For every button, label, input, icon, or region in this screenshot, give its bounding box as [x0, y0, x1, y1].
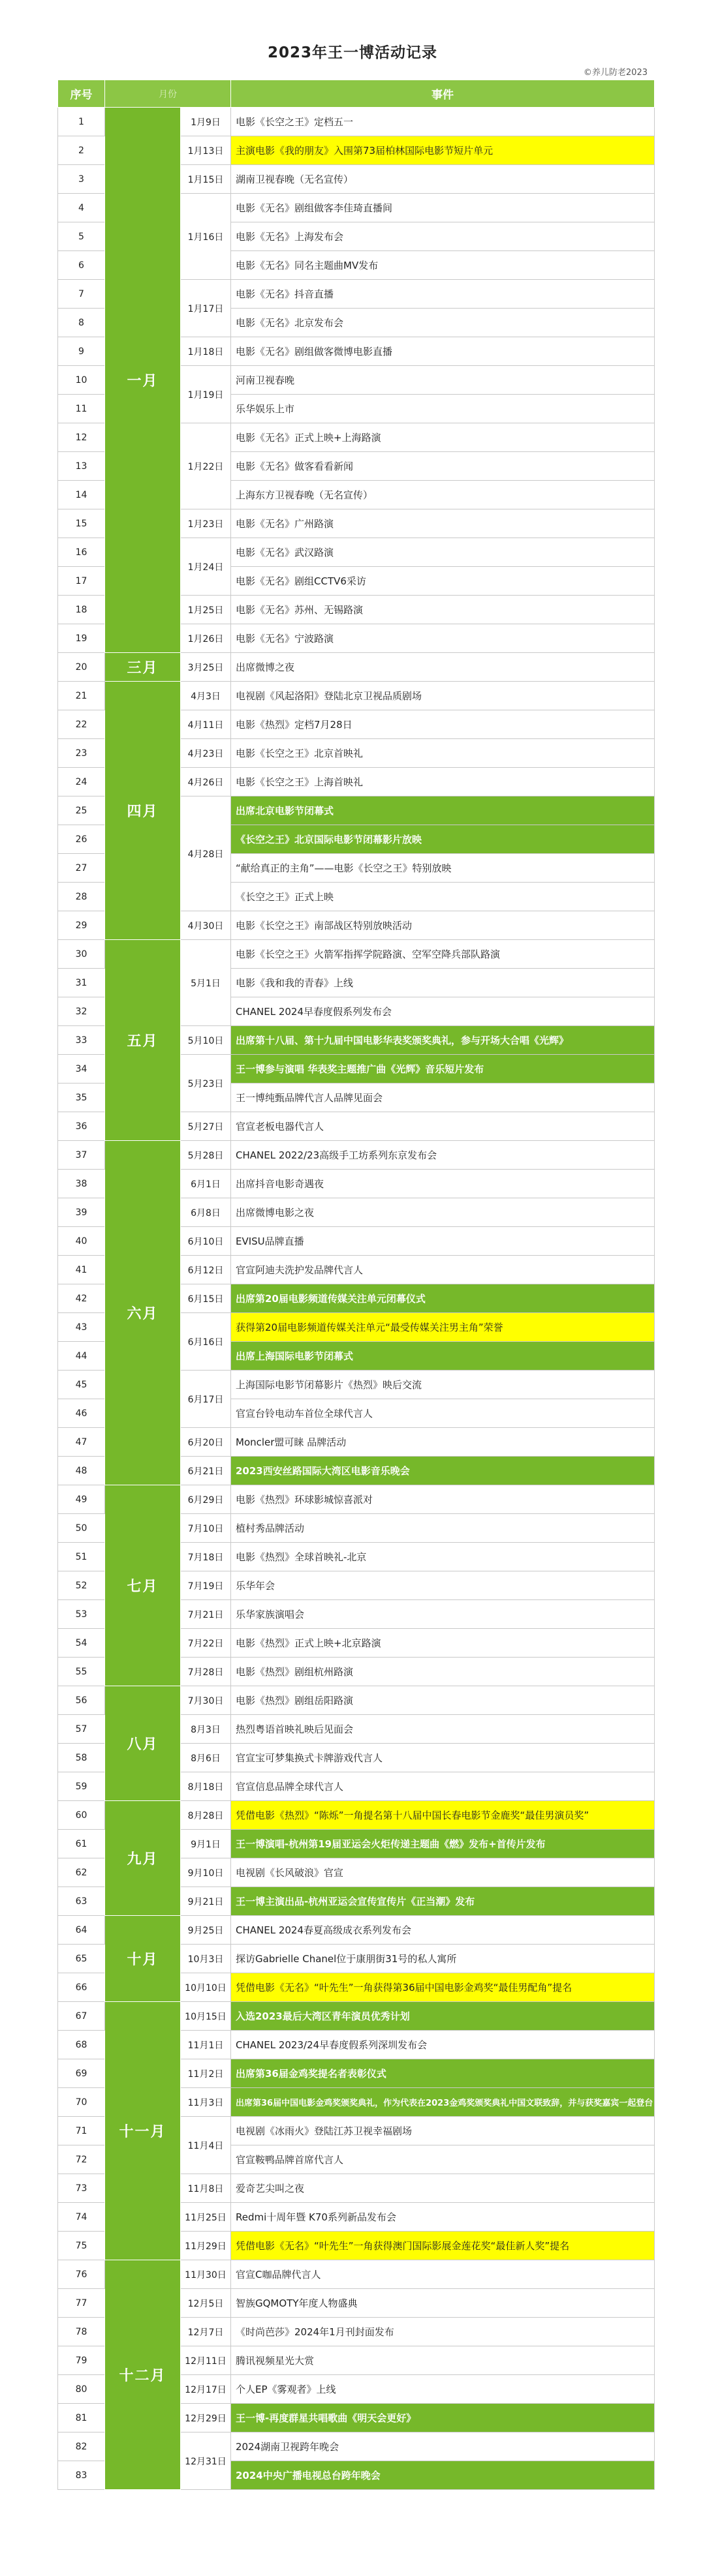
month-cell: 八月 [105, 1686, 181, 1801]
row-number: 41 [58, 1256, 105, 1284]
row-number: 56 [58, 1686, 105, 1715]
month-cell: 三月 [105, 653, 181, 682]
month-cell: 五月 [105, 940, 181, 1141]
date-cell: 10月3日 [181, 1945, 231, 1973]
row-number: 66 [58, 1973, 105, 2002]
event-cell: 2024湖南卫视跨年晚会 [231, 2432, 655, 2461]
row-number: 52 [58, 1571, 105, 1600]
event-cell: 乐华娱乐上市 [231, 395, 655, 423]
row-number: 9 [58, 337, 105, 366]
event-cell: 出席第20届电影频道传媒关注单元闭幕仪式 [231, 1284, 655, 1313]
row-number: 58 [58, 1744, 105, 1772]
event-cell: 电影《热烈》环球影城惊喜派对 [231, 1485, 655, 1514]
row-number: 22 [58, 710, 105, 739]
date-cell: 6月29日 [181, 1485, 231, 1514]
event-cell: 主演电影《我的朋友》入围第73届柏林国际电影节短片单元 [231, 136, 655, 165]
event-cell: CHANEL 2022/23高级手工坊系列东京发布会 [231, 1141, 655, 1170]
date-cell: 6月10日 [181, 1227, 231, 1256]
event-cell: 植村秀品牌活动 [231, 1514, 655, 1543]
row-number: 16 [58, 538, 105, 567]
date-cell: 9月1日 [181, 1830, 231, 1858]
event-cell: 凭借电影《热烈》“陈烁”一角提名第十八届中国长春电影节金鹿奖“最佳男演员奖” [231, 1801, 655, 1830]
date-cell: 7月10日 [181, 1514, 231, 1543]
event-cell: 官宣宝可梦集换式卡牌游戏代言人 [231, 1744, 655, 1772]
date-cell: 8月3日 [181, 1715, 231, 1744]
event-cell: “献给真正的主角”——电影《长空之王》特别放映 [231, 854, 655, 883]
date-cell: 10月10日 [181, 1973, 231, 2002]
row-number: 61 [58, 1830, 105, 1858]
date-cell: 11月29日 [181, 2232, 231, 2260]
event-cell: 出席微博电影之夜 [231, 1198, 655, 1227]
date-cell: 1月25日 [181, 596, 231, 624]
row-number: 59 [58, 1772, 105, 1801]
date-cell: 6月20日 [181, 1428, 231, 1457]
date-cell: 1月16日 [181, 194, 231, 280]
event-cell: 王一博演唱-杭州第19届亚运会火炬传递主题曲《燃》发布+首传片发布 [231, 1830, 655, 1858]
event-cell: 电影《无名》广州路演 [231, 509, 655, 538]
date-cell: 7月18日 [181, 1543, 231, 1571]
table-header-row [58, 80, 655, 108]
event-cell: 出席北京电影节闭幕式 [231, 796, 655, 825]
row-number: 45 [58, 1371, 105, 1399]
date-cell: 7月21日 [181, 1600, 231, 1629]
date-cell: 5月23日 [181, 1055, 231, 1112]
date-cell: 6月17日 [181, 1371, 231, 1428]
row-number: 12 [58, 423, 105, 452]
row-number: 8 [58, 309, 105, 337]
row-number: 44 [58, 1342, 105, 1371]
event-cell: 电影《热烈》定档7月28日 [231, 710, 655, 739]
row-number: 23 [58, 739, 105, 768]
table-row [58, 1801, 655, 1830]
event-cell: 2024中央广播电视总台跨年晚会 [231, 2461, 655, 2490]
event-cell: 电影《无名》苏州、无锡路演 [231, 596, 655, 624]
page-title: 2023年王一博活动记录 [267, 44, 437, 61]
row-number: 51 [58, 1543, 105, 1571]
row-number: 2 [58, 136, 105, 165]
event-cell: 湖南卫视春晚（无名宣传） [231, 165, 655, 194]
date-cell: 1月19日 [181, 366, 231, 423]
event-cell: CHANEL 2024春夏高级成衣系列发布会 [231, 1916, 655, 1945]
row-number: 1 [58, 108, 105, 136]
event-cell: 官宣C咖品牌代言人 [231, 2260, 655, 2289]
event-cell: 电影《无名》上海发布会 [231, 222, 655, 251]
row-number: 43 [58, 1313, 105, 1342]
row-number: 11 [58, 395, 105, 423]
date-cell: 7月22日 [181, 1629, 231, 1658]
date-cell: 4月28日 [181, 796, 231, 911]
date-cell: 11月1日 [181, 2031, 231, 2059]
event-cell: 《长空之王》北京国际电影节闭幕影片放映 [231, 825, 655, 854]
date-cell: 6月21日 [181, 1457, 231, 1485]
row-number: 63 [58, 1887, 105, 1916]
row-number: 3 [58, 165, 105, 194]
row-number: 64 [58, 1916, 105, 1945]
row-number: 54 [58, 1629, 105, 1658]
row-number: 65 [58, 1945, 105, 1973]
table-row [58, 1916, 655, 1945]
event-cell: 上海国际电影节闭幕影片《热烈》映后交流 [231, 1371, 655, 1399]
date-cell: 5月10日 [181, 1026, 231, 1055]
event-cell: 电影《热烈》剧组杭州路演 [231, 1658, 655, 1686]
row-number: 28 [58, 883, 105, 911]
date-cell: 8月6日 [181, 1744, 231, 1772]
event-cell: Moncler盟可睐 品牌活动 [231, 1428, 655, 1457]
table-row [58, 1141, 655, 1170]
event-cell: CHANEL 2024早春度假系列发布会 [231, 997, 655, 1026]
row-number: 67 [58, 2002, 105, 2031]
row-number: 81 [58, 2404, 105, 2432]
date-cell: 6月15日 [181, 1284, 231, 1313]
event-cell: 官宣鞍鸭品牌首席代言人 [231, 2145, 655, 2174]
table-row [58, 2002, 655, 2031]
row-number: 75 [58, 2232, 105, 2260]
event-cell: 电影《无名》同名主题曲MV发布 [231, 251, 655, 280]
row-number: 33 [58, 1026, 105, 1055]
event-cell: 凭借电影《无名》“叶先生”一角获得第36届中国电影金鸡奖“最佳男配角”提名 [231, 1973, 655, 2002]
event-cell: 电影《无名》武汉路演 [231, 538, 655, 567]
date-cell: 10月15日 [181, 2002, 231, 2031]
row-number: 37 [58, 1141, 105, 1170]
event-cell: 电影《无名》剧组做客微博电影直播 [231, 337, 655, 366]
event-cell: 出席第36届中国电影金鸡奖颁奖典礼，作为代表在2023金鸡奖颁奖典礼中国文联致辞，并与获奖嘉宾一起登台 [231, 2088, 655, 2117]
date-cell: 12月31日 [181, 2432, 231, 2490]
activity-table [57, 80, 655, 2490]
event-cell: Redmi十周年暨 K70系列新品发布会 [231, 2203, 655, 2232]
event-cell: 腾讯视频星光大赏 [231, 2346, 655, 2375]
date-cell: 12月7日 [181, 2318, 231, 2346]
event-cell: 出席抖音电影奇遇夜 [231, 1170, 655, 1198]
event-cell: 2023西安丝路国际大湾区电影音乐晚会 [231, 1457, 655, 1485]
event-cell: 河南卫视春晚 [231, 366, 655, 395]
table-row [58, 940, 655, 969]
month-cell: 十二月 [105, 2260, 181, 2490]
row-number: 17 [58, 567, 105, 596]
event-cell: 王一博参与演唱 华表奖主题推广曲《光辉》音乐短片发布 [231, 1055, 655, 1083]
row-number: 13 [58, 452, 105, 481]
date-cell: 1月15日 [181, 165, 231, 194]
event-cell: 《长空之王》正式上映 [231, 883, 655, 911]
date-cell: 11月3日 [181, 2088, 231, 2117]
row-number: 79 [58, 2346, 105, 2375]
row-number: 49 [58, 1485, 105, 1514]
date-cell: 6月16日 [181, 1313, 231, 1371]
event-cell: 电视剧《长风破浪》官宣 [231, 1858, 655, 1887]
row-number: 76 [58, 2260, 105, 2289]
row-number: 4 [58, 194, 105, 222]
month-cell: 六月 [105, 1141, 181, 1485]
date-cell: 7月19日 [181, 1571, 231, 1600]
table-row [58, 108, 655, 136]
date-cell: 7月28日 [181, 1658, 231, 1686]
date-cell: 12月29日 [181, 2404, 231, 2432]
date-cell: 5月27日 [181, 1112, 231, 1141]
row-number: 7 [58, 280, 105, 309]
event-cell: 电影《长空之王》定档五一 [231, 108, 655, 136]
row-number: 38 [58, 1170, 105, 1198]
header-month: 月份 [105, 80, 231, 108]
month-cell: 七月 [105, 1485, 181, 1686]
month-cell: 十月 [105, 1916, 181, 2002]
row-number: 80 [58, 2375, 105, 2404]
credit-watermark: ©养儿防老2023 [583, 68, 648, 78]
date-cell: 1月26日 [181, 624, 231, 653]
month-cell: 十一月 [105, 2002, 181, 2260]
date-cell: 12月5日 [181, 2289, 231, 2318]
date-cell: 12月17日 [181, 2375, 231, 2404]
event-cell: 电影《无名》做客看看新闻 [231, 452, 655, 481]
event-cell: 王一博-再度群星共唱歌曲《明天会更好》 [231, 2404, 655, 2432]
header-no: 序号 [58, 80, 105, 108]
event-cell: 电影《热烈》正式上映+北京路演 [231, 1629, 655, 1658]
row-number: 69 [58, 2059, 105, 2088]
row-number: 5 [58, 222, 105, 251]
row-number: 35 [58, 1083, 105, 1112]
event-cell: 电影《无名》剧组做客李佳琦直播间 [231, 194, 655, 222]
table-row [58, 653, 655, 682]
date-cell: 1月24日 [181, 538, 231, 596]
event-cell: 乐华年会 [231, 1571, 655, 1600]
date-cell: 9月25日 [181, 1916, 231, 1945]
row-number: 29 [58, 911, 105, 940]
event-cell: 电视剧《风起洛阳》登陆北京卫视品质剧场 [231, 682, 655, 710]
month-cell: 四月 [105, 682, 181, 940]
date-cell: 1月18日 [181, 337, 231, 366]
event-cell: 爱奇艺尖叫之夜 [231, 2174, 655, 2203]
event-cell: 电影《长空之王》上海首映礼 [231, 768, 655, 796]
row-number: 83 [58, 2461, 105, 2490]
date-cell: 1月17日 [181, 280, 231, 337]
row-number: 60 [58, 1801, 105, 1830]
event-cell: 王一博主演出品-杭州亚运会宣传宣传片《正当潮》发布 [231, 1887, 655, 1916]
row-number: 18 [58, 596, 105, 624]
date-cell: 11月2日 [181, 2059, 231, 2088]
row-number: 47 [58, 1428, 105, 1457]
date-cell: 8月18日 [181, 1772, 231, 1801]
row-number: 19 [58, 624, 105, 653]
event-cell: 凭借电影《无名》“叶先生”一角获得澳门国际影展金莲花奖“最佳新人奖”提名 [231, 2232, 655, 2260]
date-cell: 3月25日 [181, 653, 231, 682]
event-cell: 电影《无名》抖音直播 [231, 280, 655, 309]
date-cell: 4月26日 [181, 768, 231, 796]
row-number: 71 [58, 2117, 105, 2145]
row-number: 50 [58, 1514, 105, 1543]
month-cell: 一月 [105, 108, 181, 653]
row-number: 30 [58, 940, 105, 969]
table-row [58, 2260, 655, 2289]
event-cell: 热烈粤语首映礼映后见面会 [231, 1715, 655, 1744]
event-cell: 电影《无名》北京发布会 [231, 309, 655, 337]
row-number: 73 [58, 2174, 105, 2203]
table-body [58, 108, 655, 2490]
event-cell: 探访Gabrielle Chanel位于康朋街31号的私人寓所 [231, 1945, 655, 1973]
event-cell: 获得第20届电影频道传媒关注单元“最受传媒关注男主角”荣誉 [231, 1313, 655, 1342]
date-cell: 5月28日 [181, 1141, 231, 1170]
table-row [58, 1485, 655, 1514]
row-number: 10 [58, 366, 105, 395]
event-cell: 电影《无名》宁波路演 [231, 624, 655, 653]
row-number: 78 [58, 2318, 105, 2346]
event-cell: 电影《热烈》全球首映礼-北京 [231, 1543, 655, 1571]
date-cell: 5月1日 [181, 940, 231, 1026]
date-cell: 11月8日 [181, 2174, 231, 2203]
event-cell: EVISU品牌直播 [231, 1227, 655, 1256]
event-cell: 个人EP《雾观者》上线 [231, 2375, 655, 2404]
row-number: 39 [58, 1198, 105, 1227]
row-number: 31 [58, 969, 105, 997]
event-cell: 出席第36届金鸡奖提名者表彰仪式 [231, 2059, 655, 2088]
row-number: 72 [58, 2145, 105, 2174]
row-number: 77 [58, 2289, 105, 2318]
event-cell: 电影《长空之王》北京首映礼 [231, 739, 655, 768]
row-number: 40 [58, 1227, 105, 1256]
event-cell: 出席微博之夜 [231, 653, 655, 682]
row-number: 53 [58, 1600, 105, 1629]
row-number: 6 [58, 251, 105, 280]
event-cell: 出席上海国际电影节闭幕式 [231, 1342, 655, 1371]
row-number: 25 [58, 796, 105, 825]
event-cell: 出席第十八届、第十九届中国电影华表奖颁奖典礼，参与开场大合唱《光辉》 [231, 1026, 655, 1055]
date-cell: 6月12日 [181, 1256, 231, 1284]
month-cell: 九月 [105, 1801, 181, 1916]
date-cell: 1月23日 [181, 509, 231, 538]
row-number: 36 [58, 1112, 105, 1141]
row-number: 32 [58, 997, 105, 1026]
date-cell: 11月30日 [181, 2260, 231, 2289]
date-cell: 6月8日 [181, 1198, 231, 1227]
date-cell: 1月9日 [181, 108, 231, 136]
row-number: 27 [58, 854, 105, 883]
event-cell: 官宣台铃电动车首位全球代言人 [231, 1399, 655, 1428]
event-cell: 电影《长空之王》南部战区特别放映活动 [231, 911, 655, 940]
row-number: 20 [58, 653, 105, 682]
row-number: 14 [58, 481, 105, 509]
date-cell: 1月13日 [181, 136, 231, 165]
event-cell: 电影《热烈》剧组岳阳路演 [231, 1686, 655, 1715]
event-cell: 乐华家族演唱会 [231, 1600, 655, 1629]
event-cell: 《时尚芭莎》2024年1月刊封面发布 [231, 2318, 655, 2346]
event-cell: 电视剧《冰雨火》登陆江苏卫视幸福剧场 [231, 2117, 655, 2145]
row-number: 48 [58, 1457, 105, 1485]
date-cell: 9月10日 [181, 1858, 231, 1887]
row-number: 68 [58, 2031, 105, 2059]
row-number: 74 [58, 2203, 105, 2232]
row-number: 24 [58, 768, 105, 796]
event-cell: 官宣阿迪夫洗护发品牌代言人 [231, 1256, 655, 1284]
date-cell: 4月11日 [181, 710, 231, 739]
date-cell: 12月11日 [181, 2346, 231, 2375]
date-cell: 4月23日 [181, 739, 231, 768]
event-cell: 入选2023最后大湾区青年演员优秀计划 [231, 2002, 655, 2031]
date-cell: 4月3日 [181, 682, 231, 710]
header-event: 事件 [231, 80, 655, 108]
event-cell: 官宣信息品牌全球代言人 [231, 1772, 655, 1801]
event-cell: 电影《无名》正式上映+上海路演 [231, 423, 655, 452]
date-cell: 7月30日 [181, 1686, 231, 1715]
row-number: 82 [58, 2432, 105, 2461]
event-cell: 王一博纯甄品牌代言人品牌见面会 [231, 1083, 655, 1112]
event-cell: 电影《我和我的青春》上线 [231, 969, 655, 997]
date-cell: 6月1日 [181, 1170, 231, 1198]
event-cell: 智族GQMOTY年度人物盛典 [231, 2289, 655, 2318]
row-number: 57 [58, 1715, 105, 1744]
event-cell: 电影《长空之王》火箭军指挥学院路演、空军空降兵部队路演 [231, 940, 655, 969]
date-cell: 11月25日 [181, 2203, 231, 2232]
row-number: 70 [58, 2088, 105, 2117]
event-cell: 上海东方卫视春晚（无名宣传） [231, 481, 655, 509]
date-cell: 9月21日 [181, 1887, 231, 1916]
event-cell: 电影《无名》剧组CCTV6采访 [231, 567, 655, 596]
row-number: 34 [58, 1055, 105, 1083]
table-row [58, 1686, 655, 1715]
row-number: 26 [58, 825, 105, 854]
event-cell: CHANEL 2023/24早春度假系列深圳发布会 [231, 2031, 655, 2059]
row-number: 46 [58, 1399, 105, 1428]
row-number: 62 [58, 1858, 105, 1887]
event-cell: 官宣老板电器代言人 [231, 1112, 655, 1141]
table-row [58, 682, 655, 710]
date-cell: 11月4日 [181, 2117, 231, 2174]
date-cell: 8月28日 [181, 1801, 231, 1830]
row-number: 42 [58, 1284, 105, 1313]
date-cell: 4月30日 [181, 911, 231, 940]
row-number: 55 [58, 1658, 105, 1686]
row-number: 21 [58, 682, 105, 710]
row-number: 15 [58, 509, 105, 538]
date-cell: 1月22日 [181, 423, 231, 509]
